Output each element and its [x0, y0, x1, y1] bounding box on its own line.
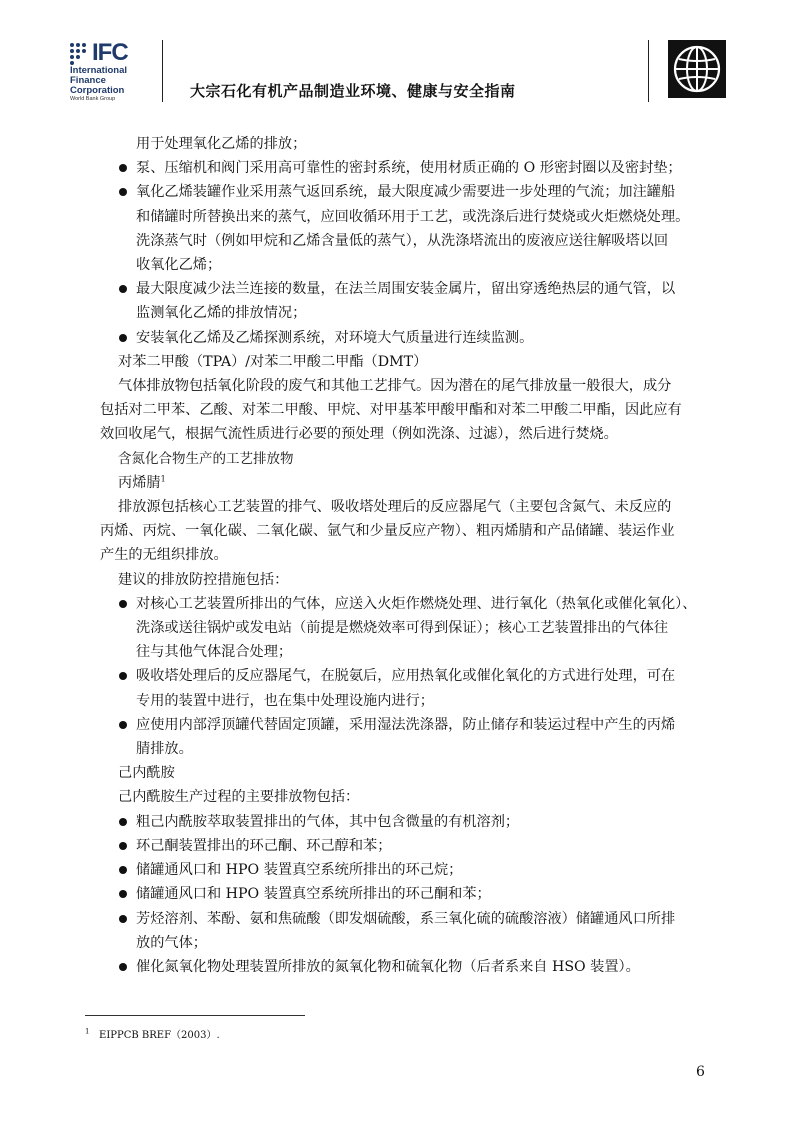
bullet-continuation: 往与其他气体混合处理；: [136, 644, 293, 661]
ifc-name-line3: Corporation: [70, 85, 125, 96]
header-title: 大宗石化有机产品制造业环境、健康与安全指南: [190, 82, 516, 100]
bullet-continuation: 放的气体；: [136, 934, 207, 951]
footnote: [85, 1026, 220, 1041]
bullet-item: 催化氮氧化物处理装置所排放的氮氧化物和硫氧化物（后者系来自 HSO 装置）。: [118, 955, 712, 979]
bullet-item: 最大限度减少法兰连接的数量，在法兰周围安装金属片，留出穿透绝热层的通气管，以: [118, 277, 712, 301]
bullet-item: 储罐通风口和 HPO 装置真空系统所排出的环己酮和苯；: [118, 882, 712, 906]
paragraph-line: 气体排放物包括氧化阶段的废气和其他工艺排气。因为潜在的尾气排放量一般很大，成分: [118, 378, 672, 395]
acrylonitrile-title: 丙烯腈: [118, 474, 161, 491]
paragraph-line: 建议的排放防控措施包括：: [118, 571, 289, 588]
bullet-continuation: 腈排放。: [136, 741, 193, 758]
ifc-subtitle: World Bank Group: [70, 96, 116, 102]
main-content: [100, 132, 712, 979]
bullet-item: 环己酮装置排出的环己酮、环己醇和苯；: [118, 834, 712, 858]
bullet-item: 吸收塔处理后的反应器尾气，在脱氨后，应用热氧化或催化氧化的方式进行处理，可在: [118, 664, 712, 688]
bullet-item: 应使用内部浮顶罐代替固定顶罐，采用湿法洗涤器，防止储存和装运过程中产生的丙烯: [118, 713, 712, 737]
bullet-item: 芳烃溶剂、苯酚、氨和焦硫酸（即发烟硫酸，系三氧化硫的硫酸溶液）储罐通风口所排: [118, 907, 712, 931]
paragraph-line: 产生的无组织排放。: [100, 547, 228, 564]
footnote-number: 1: [85, 1027, 90, 1036]
footnote-ref[interactable]: 1: [160, 474, 166, 484]
header-divider-right: [648, 40, 649, 102]
bullet-continuation: 专用的装置中进行，也在集中处理设施内进行；: [136, 692, 434, 709]
bullet-item: 粗己内酰胺萃取装置排出的气体，其中包含微量的有机溶剂；: [118, 810, 712, 834]
world-bank-globe-icon: [668, 40, 726, 98]
subsection-title-tpa: 对苯二甲酸（TPA）/对苯二甲酸二甲酯（DMT）: [118, 353, 428, 370]
bullet-continuation: 监测氧化乙烯的排放情况；: [136, 305, 307, 322]
paragraph-line: 包括对二甲苯、乙酸、对苯二甲酸、甲烷、对甲基苯甲酸甲酯和对苯二甲酸二甲酯，因此应有: [100, 402, 682, 419]
header-divider-left: [162, 40, 163, 102]
ifc-name-line1: International: [70, 65, 128, 76]
paragraph-line: 排放源包括核心工艺装置的排气、吸收塔处理后的反应器尾气（主要包含氮气、未反应的: [118, 499, 672, 516]
bullet-item: 安装氧化乙烯及乙烯探测系统，对环境大气质量进行连续监测。: [118, 326, 712, 350]
bullet-item: 对核心工艺装置所排出的气体，应送入火炬作燃烧处理、进行氧化（热氧化或催化氧化）、: [118, 592, 712, 616]
page-header: [0, 0, 793, 110]
ifc-dots-icon: [70, 41, 92, 65]
bullet-continuation: 洗涤蒸气时（例如甲烷和乙烯含量低的蒸气），从洗涤塔流出的废液应送往解吸塔以回: [136, 232, 669, 249]
footnote-text: EIPPCB BREF（2003）.: [99, 1030, 220, 1041]
ifc-logo: [70, 40, 150, 110]
bullet-item: 储罐通风口和 HPO 装置真空系统所排出的环己烷；: [118, 858, 712, 882]
paragraph-line: 用于处理氧化乙烯的排放；: [136, 136, 307, 152]
section-heading: 含氮化合物生产的工艺排放物: [118, 450, 294, 467]
paragraph-line: 己内酰胺生产过程的主要排放物包括：: [118, 789, 360, 806]
bullet-continuation: 和储罐时所替换出来的蒸气，应回收循环用于工艺，或洗涤后进行焚烧或火炬燃烧处理。: [136, 208, 690, 225]
bullet-item: 泵、压缩机和阀门采用高可靠性的密封系统，使用材质正确的 O 形密封圈以及密封垫；: [118, 156, 712, 180]
subsection-title-acrylonitrile: [118, 471, 712, 495]
bullet-item: 氧化乙烯装罐作业采用蒸气返回系统，最大限度减少需要进一步处理的气流；加注罐船: [118, 180, 712, 204]
ifc-letters: IFC: [92, 39, 128, 66]
footnote-divider: [85, 1015, 305, 1016]
page-number: 6: [696, 1064, 705, 1080]
subsection-title-caprolactam: 己内酰胺: [118, 765, 175, 782]
paragraph-line: 效回收尾气，根据气流性质进行必要的预处理（例如洗涤、过滤），然后进行焚烧。: [100, 426, 618, 443]
ifc-name-line2: Finance: [70, 75, 106, 86]
bullet-continuation: 收氧化乙烯；: [136, 257, 222, 274]
paragraph-line: 丙烯、丙烷、一氧化碳、二氧化碳、氩气和少量反应产物）、粗丙烯腈和产品储罐、装运作业: [100, 523, 675, 540]
bullet-continuation: 洗涤或送往锅炉或发电站（前提是燃烧效率可得到保证）；核心工艺装置排出的气体往: [136, 620, 669, 637]
